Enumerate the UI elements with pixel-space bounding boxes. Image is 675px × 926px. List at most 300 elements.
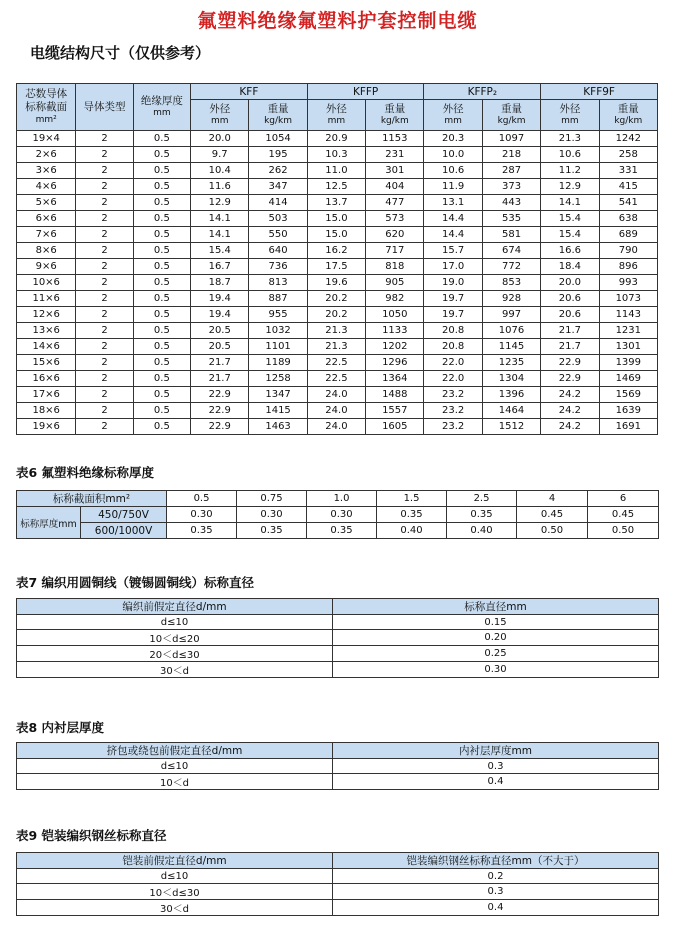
table-cell: 14×6 [17,339,76,355]
table-cell: 23.2 [424,419,482,435]
table-cell: 22.0 [424,371,482,387]
table-cell: 896 [599,259,657,275]
header-od [307,100,365,131]
table-cell: 0.5 [133,291,190,307]
table-cell: 1469 [599,371,657,387]
table-cell: 17×6 [17,387,76,403]
table6-cell: 0.45 [517,507,588,523]
table-cell: 21.7 [541,323,599,339]
table-cell: 15.4 [541,211,599,227]
table-cell: 1639 [599,403,657,419]
header-od-unit: mm [444,116,462,127]
section-subtitle: 电缆结构尺寸（仅供参考） [30,44,211,62]
table8-header: 内衬层厚度mm [333,743,659,759]
table-row [17,147,658,163]
table9-caption: 表9 铠装编织钢丝标称直径 [16,828,167,843]
table7-caption: 表7 编织用圆铜线（镀锡圆铜线）标称直径 [16,575,255,590]
header-core-area [17,84,76,131]
table9-cell: 10＜d≤30 [17,884,333,900]
table-row [17,195,658,211]
cable-dimension-table [16,83,658,435]
table6-cell: 0.40 [377,523,447,539]
table-cell: 22.5 [307,355,365,371]
table-cell: 2 [76,195,133,211]
table-cell: 0.5 [133,419,190,435]
table-cell: 14.4 [424,227,482,243]
table-cell: 20.6 [541,307,599,323]
table-row [17,371,658,387]
table-cell: 6×6 [17,211,76,227]
table-cell: 674 [482,243,540,259]
table-row [17,291,658,307]
table-cell: 1691 [599,419,657,435]
table-cell: 373 [482,179,540,195]
table-cell: 10.3 [307,147,365,163]
table-cell: 2 [76,131,133,147]
page-title: 氟塑料绝缘氟塑料护套控制电缆 [197,10,478,32]
table-cell: 1054 [249,131,307,147]
table-cell: 0.5 [133,227,190,243]
table-cell: 982 [366,291,424,307]
table-cell: 1076 [482,323,540,339]
header-insulation-unit: mm [153,108,171,118]
table-cell: 18.4 [541,259,599,275]
table9-cell: 0.4 [333,900,659,916]
table-cell: 19.7 [424,291,482,307]
table-cell: 24.2 [541,403,599,419]
table-cell: 15.0 [307,211,365,227]
table6-voltage: 600/1000V [81,523,167,539]
table-cell: 1488 [366,387,424,403]
table-cell: 12.5 [307,179,365,195]
table-cell: 218 [482,147,540,163]
table-cell: 20.3 [424,131,482,147]
table-cell: 16.2 [307,243,365,259]
table-cell: 0.5 [133,275,190,291]
table9-cell: 30＜d [17,900,333,916]
table-cell: 955 [249,307,307,323]
table-cell: 301 [366,163,424,179]
header-core-line2: 标称截面 [25,100,68,113]
table-cell: 19.0 [424,275,482,291]
table7-header: 标称直径mm [333,599,659,615]
table-cell: 12.9 [541,179,599,195]
table-cell: 1301 [599,339,657,355]
table-cell: 1050 [366,307,424,323]
table-cell: 997 [482,307,540,323]
table-cell: 928 [482,291,540,307]
table6-area: 6 [588,491,659,507]
table-cell: 17.5 [307,259,365,275]
table-cell: 22.9 [191,387,249,403]
table6-cell: 0.50 [588,523,659,539]
table9-header: 铠装前假定直径d/mm [17,853,333,869]
table-cell: 0.5 [133,387,190,403]
header-weight-unit: kg/km [264,116,293,127]
table-cell: 2 [76,339,133,355]
table9-cell: 0.3 [333,884,659,900]
table-cell: 10×6 [17,275,76,291]
table-row [17,131,658,147]
table8-cell: d≤10 [17,759,333,774]
table-cell: 414 [249,195,307,211]
table-cell: 9×6 [17,259,76,275]
table-cell: 8×6 [17,243,76,259]
table-cell: 24.0 [307,387,365,403]
table-cell: 1605 [366,419,424,435]
table-cell: 2 [76,227,133,243]
table7-cell: 10＜d≤20 [17,630,333,646]
table-cell: 1396 [482,387,540,403]
table-cell: 24.0 [307,419,365,435]
table-cell: 1032 [249,323,307,339]
header-od-label: 外径 [559,103,581,116]
table-cell: 1189 [249,355,307,371]
table-cell: 21.3 [307,323,365,339]
table-cell: 2 [76,371,133,387]
table-cell: 23.2 [424,387,482,403]
table-cell: 1101 [249,339,307,355]
table-cell: 1145 [482,339,540,355]
braid-wire-table [16,598,659,678]
header-weight-label: 重量 [501,103,523,116]
table6-cell: 0.35 [237,523,307,539]
table-cell: 415 [599,179,657,195]
table-cell: 1258 [249,371,307,387]
table-cell: 10.4 [191,163,249,179]
table-cell: 19.7 [424,307,482,323]
header-core-unit: mm² [35,114,57,125]
table-cell: 2 [76,147,133,163]
table-cell: 1399 [599,355,657,371]
header-group-kffp2: KFFP₂ [424,84,541,100]
table6-area: 1.0 [307,491,377,507]
header-weight-unit: kg/km [497,116,526,127]
table7-cell: 0.30 [333,662,659,678]
table-cell: 535 [482,211,540,227]
table-cell: 11.0 [307,163,365,179]
table-cell: 11.9 [424,179,482,195]
table-cell: 5×6 [17,195,76,211]
table-cell: 11×6 [17,291,76,307]
table-cell: 581 [482,227,540,243]
table6-thickness-header: 标称厚度mm [17,507,81,539]
header-od-unit: mm [561,116,579,127]
table-cell: 22.5 [307,371,365,387]
header-od [424,100,482,131]
table-cell: 0.5 [133,179,190,195]
table-cell: 16.7 [191,259,249,275]
table-cell: 287 [482,163,540,179]
table-cell: 14.1 [541,195,599,211]
table-cell: 15.4 [191,243,249,259]
header-od-label: 外径 [325,103,347,116]
table-cell: 1463 [249,419,307,435]
table-cell: 2 [76,259,133,275]
cable-dimension-rows [17,131,658,435]
table-row [17,259,658,275]
header-weight [599,100,657,131]
table-cell: 0.5 [133,147,190,163]
table-cell: 14.1 [191,211,249,227]
table-cell: 1133 [366,323,424,339]
table-cell: 1242 [599,131,657,147]
table6-cell: 0.50 [517,523,588,539]
table-cell: 7×6 [17,227,76,243]
table-cell: 1143 [599,307,657,323]
table-cell: 736 [249,259,307,275]
table-row [17,323,658,339]
table-cell: 195 [249,147,307,163]
header-group-kff: KFF [191,84,308,100]
table-cell: 2 [76,211,133,227]
table-cell: 20.0 [541,275,599,291]
table-cell: 638 [599,211,657,227]
table-cell: 818 [366,259,424,275]
table-cell: 2 [76,323,133,339]
table-cell: 0.5 [133,211,190,227]
table-cell: 14.1 [191,227,249,243]
table-cell: 689 [599,227,657,243]
table-cell: 16×6 [17,371,76,387]
table9-cell: 0.2 [333,869,659,884]
table-cell: 0.5 [133,339,190,355]
table-cell: 17.0 [424,259,482,275]
table-cell: 21.7 [191,355,249,371]
header-weight [366,100,424,131]
table6-area: 0.75 [237,491,307,507]
header-weight [249,100,307,131]
table-cell: 0.5 [133,195,190,211]
table-cell: 4×6 [17,179,76,195]
table-cell: 2 [76,403,133,419]
table-row [17,163,658,179]
table-row [17,419,658,435]
header-group-kffp: KFFP [307,84,424,100]
table-cell: 1304 [482,371,540,387]
table6-cell: 0.45 [588,507,659,523]
table-cell: 347 [249,179,307,195]
table6-cell: 0.30 [307,507,377,523]
header-od-label: 外径 [209,103,231,116]
table7-cell: 30＜d [17,662,333,678]
armour-wire-table [16,852,659,916]
table-cell: 2 [76,275,133,291]
table-cell: 2 [76,419,133,435]
table8-cell: 0.3 [333,759,659,774]
table-cell: 0.5 [133,131,190,147]
table7-cell: 0.20 [333,630,659,646]
table6-area: 2.5 [447,491,517,507]
table6-cell: 0.35 [447,507,517,523]
table-cell: 20.6 [541,291,599,307]
table-cell: 1569 [599,387,657,403]
inner-lining-table [16,742,659,790]
table7-cell: 20＜d≤30 [17,646,333,662]
header-weight-label: 重量 [617,103,639,116]
header-od-label: 外径 [442,103,464,116]
table-cell: 15.7 [424,243,482,259]
table-cell: 20.5 [191,323,249,339]
table-cell: 790 [599,243,657,259]
table-cell: 19×6 [17,419,76,435]
header-group-kff9f: KFF9F [541,84,658,100]
table-cell: 20.5 [191,339,249,355]
header-insulation-line1: 绝缘厚度 [140,95,183,107]
table-cell: 477 [366,195,424,211]
table-cell: 550 [249,227,307,243]
table-cell: 22.0 [424,355,482,371]
table-cell: 13.7 [307,195,365,211]
table6-cell: 0.35 [167,523,237,539]
table-cell: 0.5 [133,243,190,259]
table-cell: 0.5 [133,163,190,179]
table-cell: 22.9 [541,371,599,387]
table7-cell: 0.15 [333,615,659,630]
table6-voltage: 450/750V [81,507,167,523]
table-cell: 1296 [366,355,424,371]
table6-cell: 0.30 [237,507,307,523]
table-cell: 19.4 [191,307,249,323]
table-cell: 887 [249,291,307,307]
table-cell: 20.0 [191,131,249,147]
table-cell: 640 [249,243,307,259]
table-cell: 15.0 [307,227,365,243]
table-cell: 2×6 [17,147,76,163]
table-cell: 1464 [482,403,540,419]
table-cell: 993 [599,275,657,291]
table-cell: 772 [482,259,540,275]
table-row [17,275,658,291]
table-cell: 20.9 [307,131,365,147]
table6-cell: 0.35 [307,523,377,539]
table7-cell: 0.25 [333,646,659,662]
table-cell: 573 [366,211,424,227]
table-cell: 1557 [366,403,424,419]
table-cell: 9.7 [191,147,249,163]
table-row [17,339,658,355]
table-cell: 0.5 [133,371,190,387]
table6-area: 4 [517,491,588,507]
table-cell: 905 [366,275,424,291]
table-cell: 1235 [482,355,540,371]
table-cell: 0.5 [133,307,190,323]
table-cell: 1512 [482,419,540,435]
table-cell: 2 [76,291,133,307]
table-cell: 10.6 [424,163,482,179]
table6-caption: 表6 氟塑料绝缘标称厚度 [16,465,155,480]
header-weight-label: 重量 [384,103,406,116]
table-row [17,355,658,371]
table-row [17,403,658,419]
table-cell: 18×6 [17,403,76,419]
header-od-unit: mm [327,116,346,127]
table-cell: 13.1 [424,195,482,211]
table-cell: 331 [599,163,657,179]
table-cell: 2 [76,163,133,179]
table-cell: 20.8 [424,323,482,339]
table-cell: 24.2 [541,387,599,403]
table6-area: 0.5 [167,491,237,507]
header-od [191,100,249,131]
table-row [17,227,658,243]
table-cell: 19.4 [191,291,249,307]
table-cell: 541 [599,195,657,211]
table-cell: 21.7 [541,339,599,355]
table-cell: 18.7 [191,275,249,291]
table-cell: 1097 [482,131,540,147]
table-cell: 15.4 [541,227,599,243]
table-cell: 2 [76,307,133,323]
table-cell: 2 [76,179,133,195]
table-cell: 2 [76,387,133,403]
insulation-thickness-table [16,490,659,539]
table-cell: 2 [76,355,133,371]
table8-header: 挤包或绕包前假定直径d/mm [17,743,333,759]
table8-caption: 表8 内衬层厚度 [16,720,105,735]
table-cell: 1364 [366,371,424,387]
table-cell: 16.6 [541,243,599,259]
table-cell: 20.2 [307,291,365,307]
table-cell: 14.4 [424,211,482,227]
table6-cell: 0.35 [377,507,447,523]
table-cell: 23.2 [424,403,482,419]
table-row [17,307,658,323]
header-insulation-thickness [133,84,190,131]
header-conductor-type: 导体类型 [76,84,133,131]
table-cell: 13×6 [17,323,76,339]
table8-cell: 10＜d [17,774,333,790]
table-cell: 24.2 [541,419,599,435]
header-weight [482,100,540,131]
table-cell: 262 [249,163,307,179]
table-row [17,211,658,227]
table-cell: 1202 [366,339,424,355]
table6-area: 1.5 [377,491,447,507]
table-row [17,179,658,195]
table-cell: 11.6 [191,179,249,195]
table-cell: 21.7 [191,371,249,387]
header-weight-unit: kg/km [380,116,409,127]
table6-area-header: 标称截面积mm² [17,491,167,507]
table-row [17,243,658,259]
table-cell: 22.9 [191,403,249,419]
table-cell: 0.5 [133,355,190,371]
table-cell: 717 [366,243,424,259]
table-cell: 12×6 [17,307,76,323]
table-cell: 22.9 [191,419,249,435]
table-cell: 11.2 [541,163,599,179]
header-core-line1: 芯数导体 [25,87,68,100]
table-cell: 3×6 [17,163,76,179]
table-cell: 20.2 [307,307,365,323]
table-cell: 258 [599,147,657,163]
header-weight-label: 重量 [267,103,289,116]
table6-cell: 0.30 [167,507,237,523]
table-cell: 1073 [599,291,657,307]
table-cell: 443 [482,195,540,211]
table7-header: 编织前假定直径d/mm [17,599,333,615]
table9-cell: d≤10 [17,869,333,884]
header-od-unit: mm [210,116,229,127]
table-cell: 12.9 [191,195,249,211]
table8-cell: 0.4 [333,774,659,790]
table-cell: 19.6 [307,275,365,291]
table-cell: 231 [366,147,424,163]
table-cell: 853 [482,275,540,291]
table-cell: 10.0 [424,147,482,163]
table-row [17,387,658,403]
